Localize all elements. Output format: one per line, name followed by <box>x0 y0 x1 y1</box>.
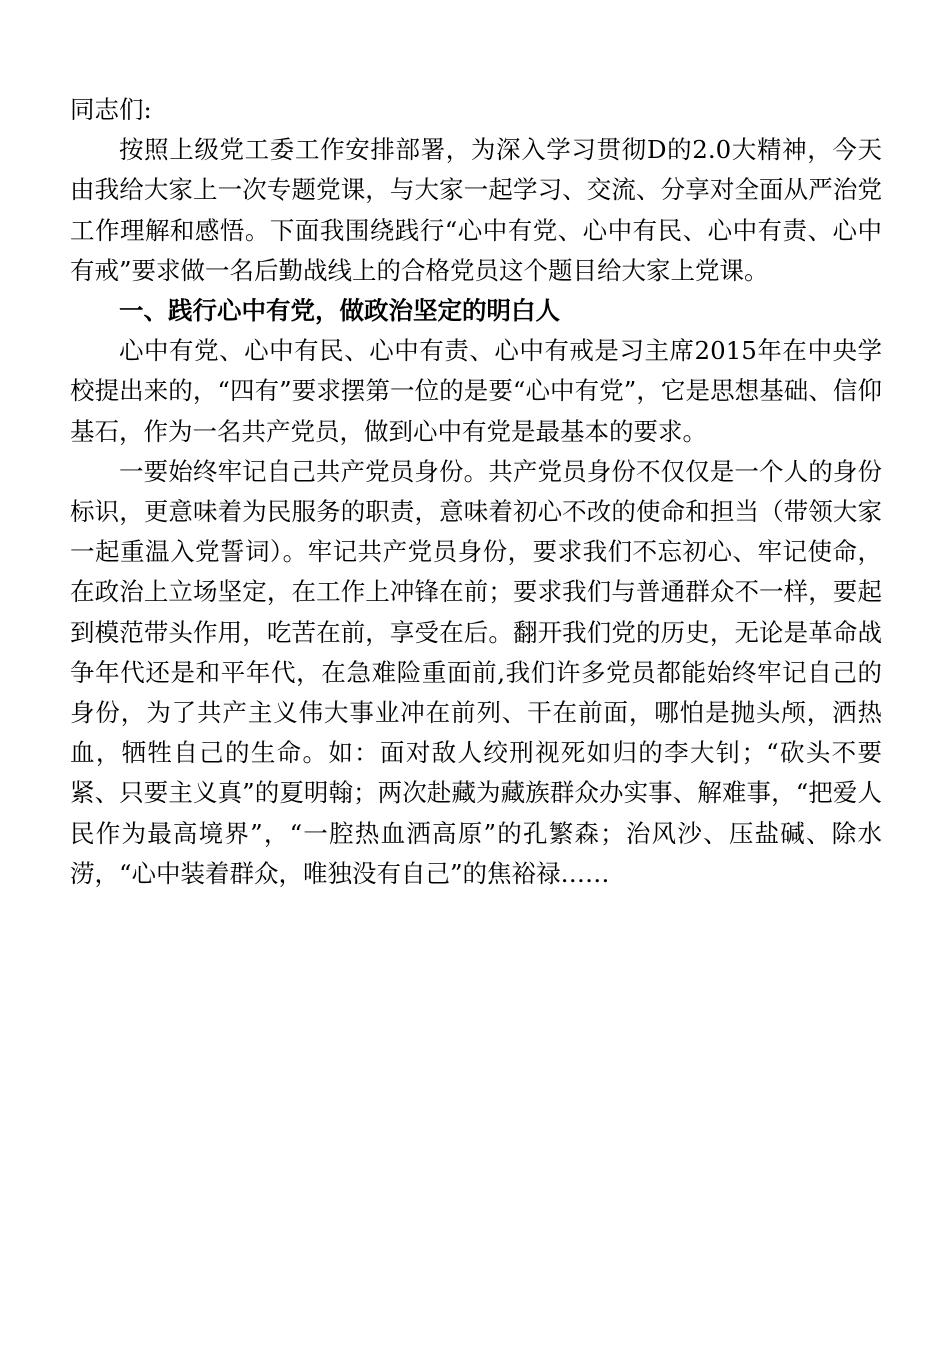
section-heading: 一、践行心中有党，做政治坚定的明白人 <box>119 296 560 326</box>
document-body <box>70 90 882 894</box>
section-paragraph-1: 心中有党、心中有民、心中有责、心中有戒是习主席2015年在中央学校提出来的，“四有”要求摆第一位的是要“心中有党”，它是思想基础、信仰基石，作为一名共产党员，做到心中有党是最基本的要求。 <box>70 336 882 446</box>
intro-paragraph: 按照上级党工委工作安排部署，为深入学习贯彻D的2.0大精神，今天由我给大家上一次专题党课，与大家一起学习、交流、分享对全面从严治党工作理解和感悟。下面我围绕践行“心中有党、心中有民、心中有责、心中有戒”要求做一名后勤战线上的合格党员这个题目给大家上党课。 <box>70 135 882 285</box>
salutation: 同志们: <box>70 95 152 124</box>
section-paragraph-2: 一要始终牢记自己共产党员身份。共产党员身份不仅仅是一个人的身份标识，更意味着为民服务的职责，意味着初心不改的使命和担当（带领大家一起重温入党誓词）。牢记共产党员身份，要求我们不忘初心、牢记使命，在政治上立场坚定，在工作上冲锋在前；要求我们与普通群众不一样，要起到模范带头作用，吃苦在前，享受在后。翻开我们党的历史，无论是革命战争年代还是和平年代，在急难险重面前,我们许多党员都能始终牢记自己的身份，为了共产主义伟大事业冲在前列、干在前面，哪怕是抛头颅，洒热血，牺牲自己的生命。如：面对敌人绞刑视死如归的李大钊；“砍头不要紧、只要主义真”的夏明翰；两次赴藏为藏族群众办实事、解难事，“把爱人民作为最高境界”，“一腔热血洒高原”的孔繁森；治风沙、压盐碱、除水涝，“心中装着群众，唯独没有自己”的焦裕禄…… <box>70 456 882 888</box>
